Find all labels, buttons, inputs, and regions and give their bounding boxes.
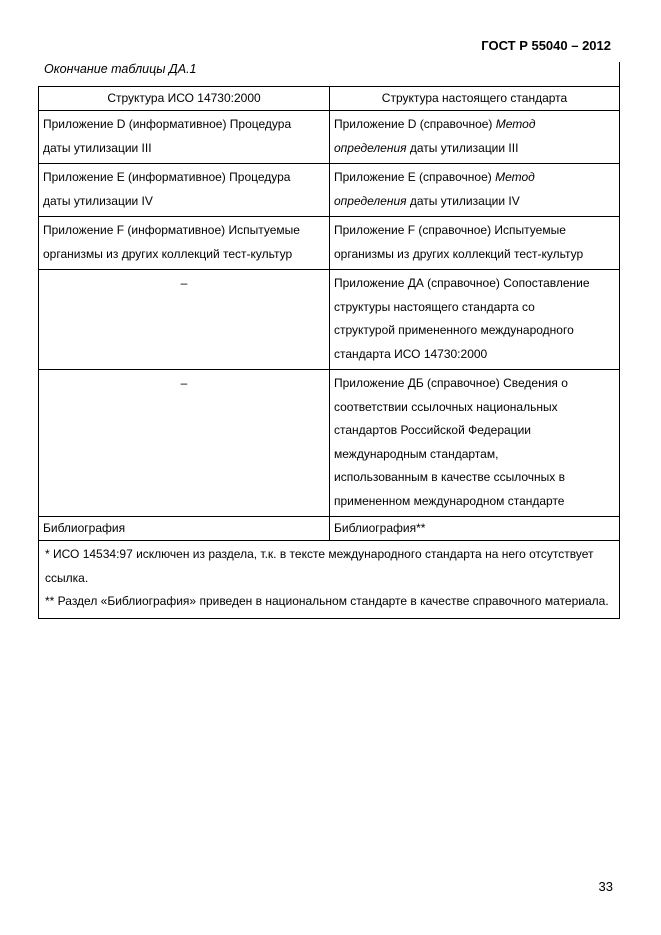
- table-row: [39, 164, 620, 217]
- cell-italic-text: определения: [334, 140, 407, 155]
- table-row: [39, 217, 620, 270]
- cell-line: организмы из других коллекций тест-культур: [43, 246, 293, 261]
- cell-text: даты утилизации III: [406, 140, 519, 155]
- cell-italic-text: Метод: [495, 117, 536, 131]
- cell-standard: [330, 164, 620, 217]
- cell-line: структуры настоящего стандарта со: [334, 299, 535, 314]
- cell-standard: [330, 270, 620, 370]
- cell-iso: [39, 164, 330, 217]
- cell-iso: [39, 111, 330, 164]
- table-caption: Окончание таблицы ДА.1: [44, 62, 197, 76]
- cell-line: стандарта ИСО 14730:2000: [334, 346, 488, 361]
- document-id: ГОСТ Р 55040 – 2012: [481, 38, 611, 53]
- cell-line: международным стандартам,: [334, 446, 499, 461]
- cell-standard: [330, 217, 620, 270]
- table-continuation-line: [619, 62, 620, 87]
- cell-line: Приложение D (информативное) Процедура: [43, 117, 292, 131]
- cell-text: Приложение D (справочное): [334, 117, 496, 131]
- cell-standard: [330, 111, 620, 164]
- table-row: [39, 270, 620, 370]
- cell-line: соответствии ссылочных национальных: [334, 399, 558, 414]
- comparison-table: [38, 86, 620, 619]
- cell-line: примененном международном стандарте: [334, 493, 565, 508]
- footnote: * ИСО 14534:97 исключен из раздела, т.к. в тексте международного стандарта на него отсутствует ссылка.: [45, 547, 594, 585]
- cell-line: Приложение F (справочное) Испытуемые: [334, 223, 566, 237]
- cell-line: использованным в качестве ссылочных в: [334, 470, 565, 484]
- cell-iso-empty: –: [39, 370, 330, 517]
- cell-iso-empty: –: [39, 270, 330, 370]
- footnote: ** Раздел «Библиография» приведен в национальном стандарте в качестве справочного материала.: [45, 594, 609, 608]
- cell-standard: [330, 370, 620, 517]
- cell-line: даты утилизации III: [43, 140, 152, 155]
- footnotes-row: [39, 541, 620, 619]
- cell-line: структурой примененного международного: [334, 323, 574, 337]
- table-row: [39, 517, 620, 541]
- column-header-iso: Структура ИСО 14730:2000: [39, 87, 330, 111]
- column-header-standard: Структура настоящего стандарта: [330, 87, 620, 111]
- cell-iso: Библиография: [39, 517, 330, 541]
- cell-line: Приложение F (информативное) Испытуемые: [43, 223, 300, 237]
- cell-italic-text: определения: [334, 193, 407, 208]
- cell-standard: Библиография**: [330, 517, 620, 541]
- cell-line: стандартов Российской Федерации: [334, 423, 531, 437]
- cell-line: Приложение E (информативное) Процедура: [43, 170, 291, 184]
- cell-line: Приложение ДА (справочное) Сопоставление: [334, 276, 590, 290]
- cell-text: даты утилизации IV: [406, 193, 520, 208]
- cell-text: Приложение E (справочное): [334, 170, 496, 184]
- cell-italic-text: Метод: [495, 170, 535, 184]
- table-row: [39, 111, 620, 164]
- page-number: 33: [598, 879, 613, 894]
- cell-line: организмы из других коллекций тест-культур: [334, 246, 584, 261]
- cell-iso: [39, 217, 330, 270]
- table-header-row: [39, 87, 620, 111]
- table-row: [39, 370, 620, 517]
- cell-line: даты утилизации IV: [43, 193, 153, 208]
- footnotes-cell: [39, 541, 620, 619]
- cell-line: Приложение ДБ (справочное) Сведения о: [334, 376, 568, 390]
